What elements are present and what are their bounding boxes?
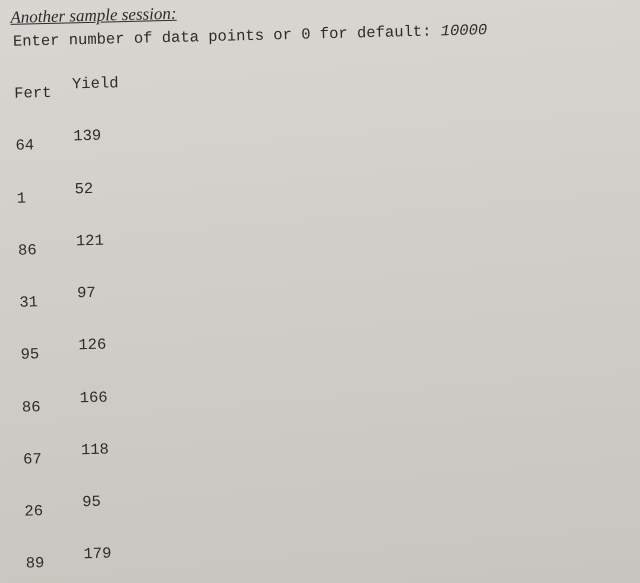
header-fert: Fert xyxy=(14,84,52,103)
table-cell-yield: 166 xyxy=(79,388,108,407)
table-cell-fert: 86 xyxy=(21,397,41,417)
prompt-input: 10000 xyxy=(440,21,488,41)
table-cell-yield: 52 xyxy=(74,179,94,198)
table-row xyxy=(15,123,639,156)
table-cell-fert: 86 xyxy=(17,241,37,260)
table-cell-yield: 95 xyxy=(82,492,102,512)
table-cell-yield: 179 xyxy=(83,544,112,564)
table-row xyxy=(17,175,640,208)
table-cell-yield: 97 xyxy=(76,283,96,303)
table-cell-yield: 121 xyxy=(75,231,104,251)
table-row xyxy=(24,488,640,521)
data-table xyxy=(5,36,640,583)
table-row xyxy=(20,332,640,365)
table-row xyxy=(23,436,640,469)
table-cell-fert: 67 xyxy=(22,449,43,469)
table-row xyxy=(18,227,640,260)
section-heading: Another sample session: xyxy=(10,3,177,27)
table-cell-fert: 1 xyxy=(16,189,27,208)
table-cell-yield: 139 xyxy=(73,127,102,146)
table-cell-yield: 118 xyxy=(80,440,110,460)
table-row xyxy=(19,280,640,313)
table-cell-fert: 64 xyxy=(15,136,35,156)
table-cell-yield: 126 xyxy=(78,335,107,355)
header-yield: Yield xyxy=(71,74,119,94)
page-content xyxy=(4,0,640,583)
table-cell-fert: 31 xyxy=(19,293,39,312)
table-header-row xyxy=(14,71,638,104)
table-cell-fert: 89 xyxy=(25,554,45,573)
prompt-text: Enter number of data points or 0 for default: xyxy=(12,22,441,51)
table-row xyxy=(26,541,640,574)
table-cell-fert: 95 xyxy=(20,345,40,365)
table-cell-fert: 26 xyxy=(24,502,44,521)
table-row xyxy=(22,384,640,417)
